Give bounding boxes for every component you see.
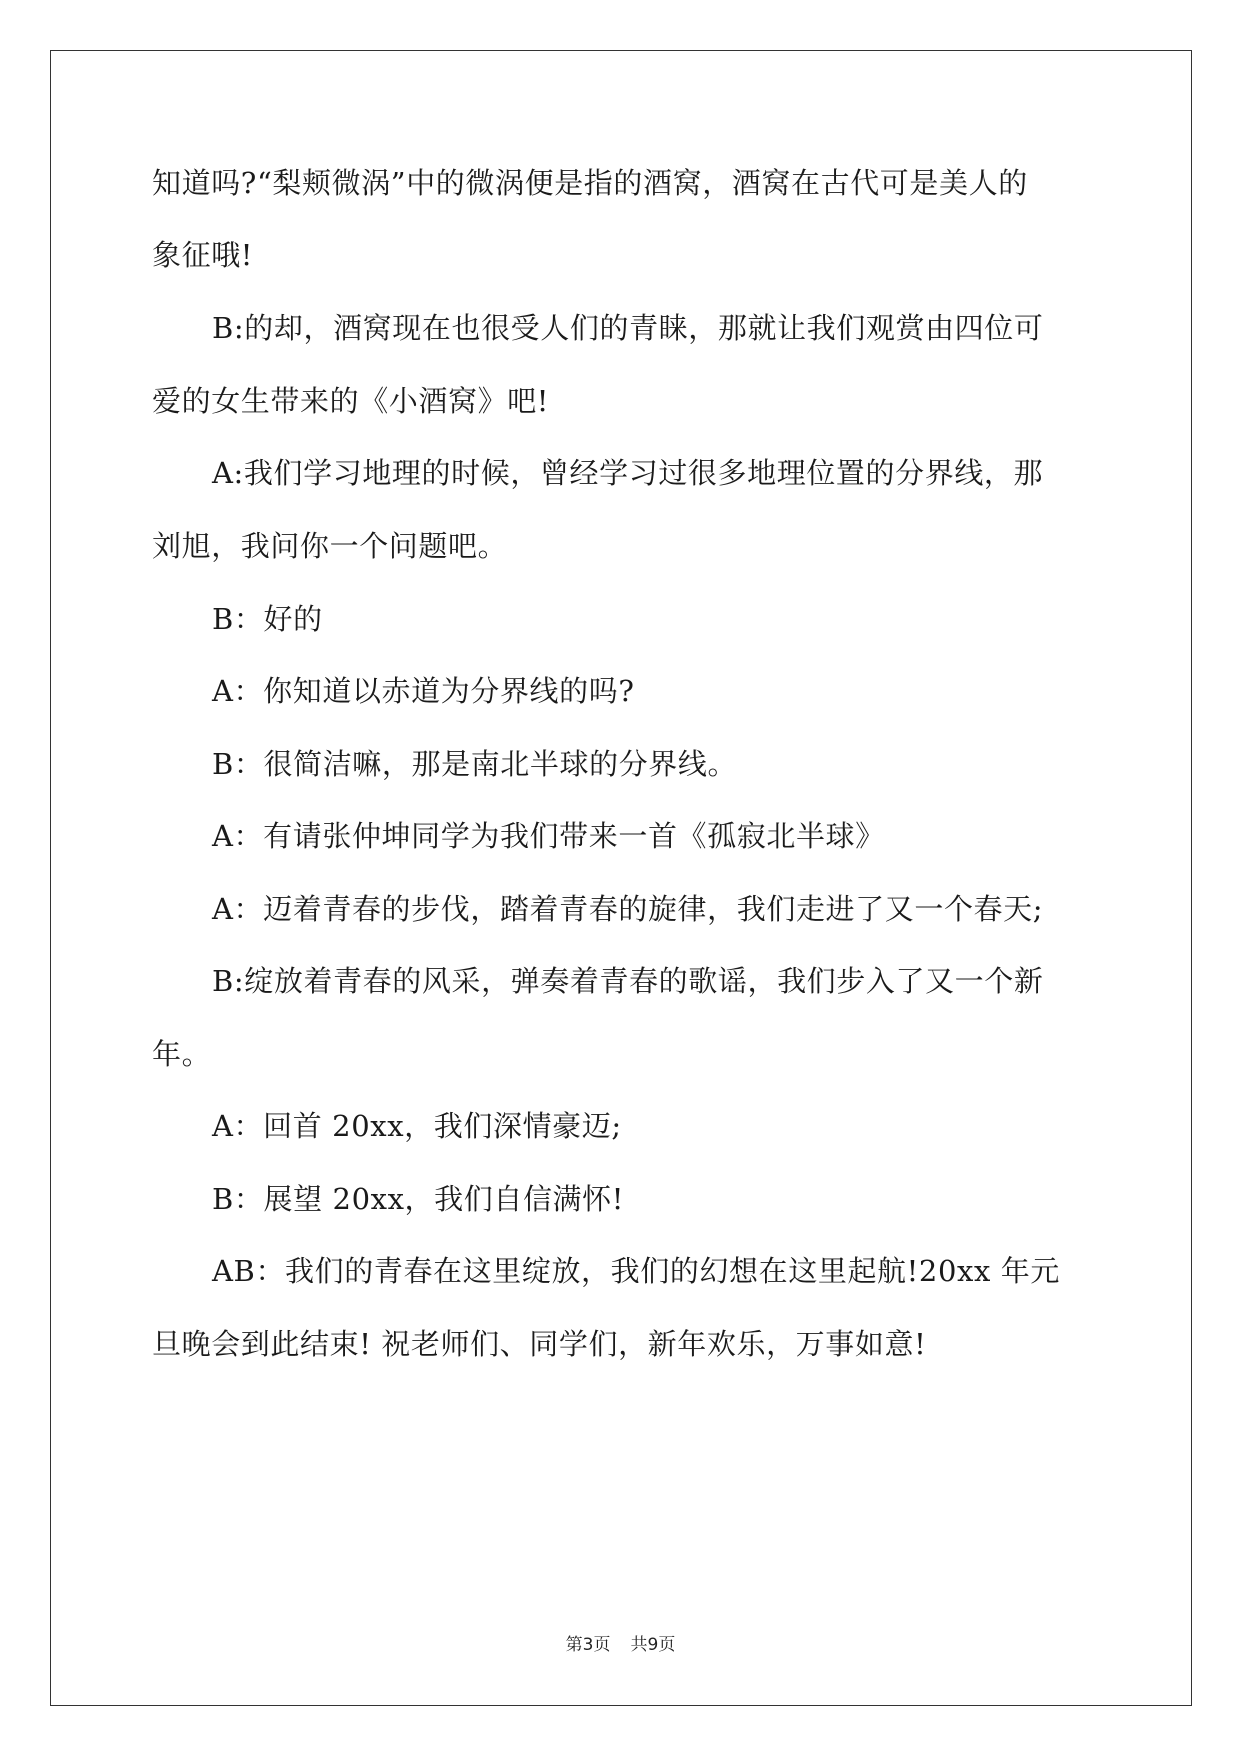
paragraph-line: 年。 xyxy=(152,1037,212,1071)
page-number-total: 共9页 xyxy=(630,1635,676,1655)
paragraph-line: A：迈着青春的步伐，踏着青春的旋律，我们走进了又一个春天; xyxy=(212,892,1044,926)
paragraph-line: 刘旭，我问你一个问题吧。 xyxy=(152,529,508,563)
paragraph-line: A：你知道以赤道为分界线的吗? xyxy=(212,674,635,708)
paragraph-line: B：很简洁嘛，那是南北半球的分界线。 xyxy=(212,747,738,781)
paragraph-line: 爱的女生带来的《小酒窝》吧! xyxy=(152,384,550,418)
page-footer xyxy=(0,1630,1241,1655)
paragraph-line: 知道吗?“梨颊微涡”中的微涡便是指的酒窝，酒窝在古代可是美人的 xyxy=(152,166,1028,200)
page-border xyxy=(50,50,1192,1706)
paragraph-line: AB：我们的青春在这里绽放，我们的幻想在这里起航!20xx 年元 xyxy=(212,1254,1060,1288)
paragraph-line: B：展望 20xx，我们自信满怀! xyxy=(212,1182,624,1216)
paragraph-line: 象征哦! xyxy=(152,238,254,272)
paragraph-line: 旦晚会到此结束! 祝老师们、同学们，新年欢乐，万事如意! xyxy=(152,1327,927,1361)
paragraph-line: B：好的 xyxy=(212,602,323,636)
page-number-current: 第3页 xyxy=(565,1635,611,1655)
paragraph-line: A:我们学习地理的时候，曾经学习过很多地理位置的分界线，那 xyxy=(212,456,1044,490)
paragraph-line: B:的却，酒窝现在也很受人们的青睐，那就让我们观赏由四位可 xyxy=(212,311,1044,345)
paragraph-line: B:绽放着青春的风采，弹奏着青春的歌谣，我们步入了又一个新 xyxy=(212,964,1044,998)
paragraph-line: A：回首 20xx，我们深情豪迈; xyxy=(212,1109,622,1143)
paragraph-line: A：有请张仲坤同学为我们带来一首《孤寂北半球》 xyxy=(212,819,885,853)
